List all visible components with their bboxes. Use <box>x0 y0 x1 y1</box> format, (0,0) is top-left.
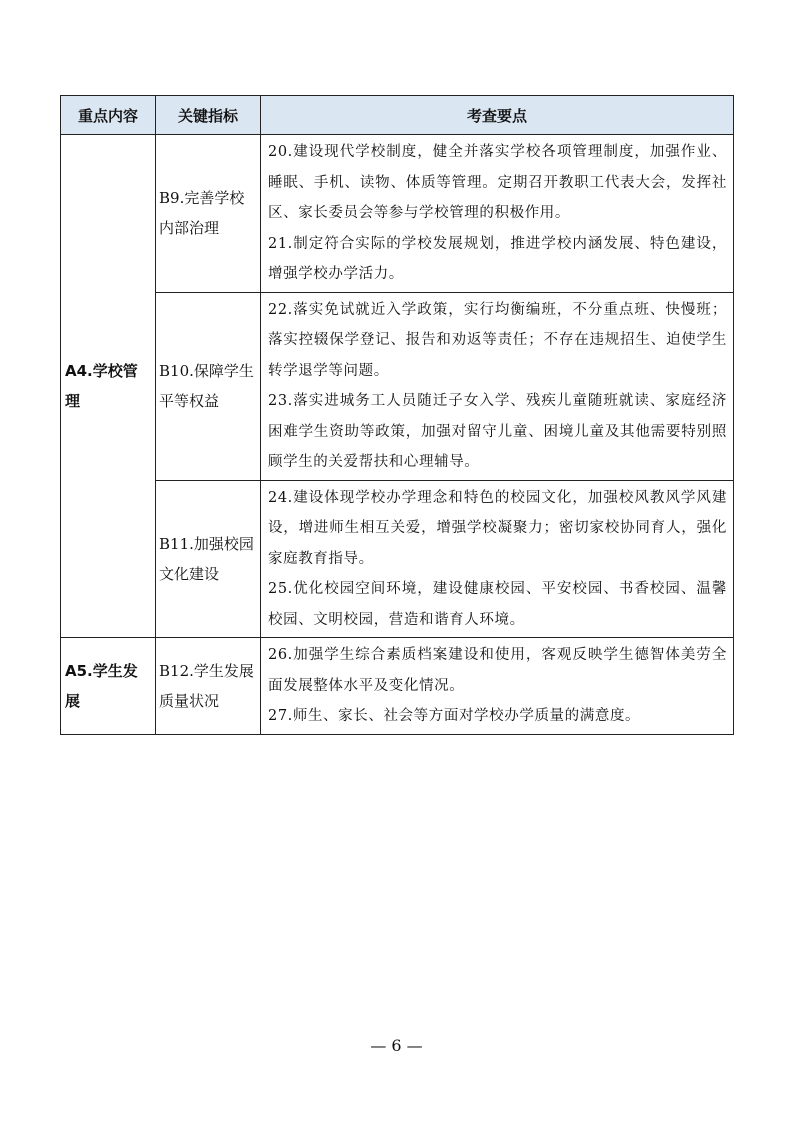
check-points-b12 <box>261 638 734 735</box>
evaluation-table-page <box>60 95 733 735</box>
check-point-22: 22.落实免试就近入学政策，实行均衡编班，不分重点班、快慢班；落实控辍保学登记、报告和劝返等责任；不存在违规招生、迫使学生转学退学等问题。 <box>268 301 727 379</box>
evaluation-table <box>60 95 734 735</box>
indicator-b10: B10.保障学生平等权益 <box>156 292 261 480</box>
check-points-b11 <box>261 480 734 638</box>
check-point-26: 26.加强学生综合素质档案建设和使用，客观反映学生德智体美劳全面发展整体水平及变化情况。 <box>268 647 727 694</box>
check-point-27: 27.师生、家长、社会等方面对学校办学质量的满意度。 <box>268 708 641 724</box>
check-point-23: 23.落实进城务工人员随迁子女入学、残疾儿童随班就读、家庭经济困难学生资助等政策，加强对留守儿童、困境儿童及其他需要特别照顾学生的关爱帮扶和心理辅导。 <box>268 393 727 470</box>
check-point-20: 20.建设现代学校制度，健全并落实学校各项管理制度，加强作业、睡眠、手机、读物、体质等管理。定期召开教职工代表大会，发挥社区、家长委员会等参与学校管理的积极作用。 <box>268 144 727 221</box>
table-row <box>61 480 734 638</box>
table-header-row <box>61 96 734 135</box>
check-point-25: 25.优化校园空间环境，建设健康校园、平安校园、书香校园、温馨校园、文明校园，营造和谐育人环境。 <box>268 581 727 628</box>
check-points-b10 <box>261 292 734 480</box>
table-row <box>61 292 734 480</box>
check-points-b9 <box>261 135 734 293</box>
check-point-24: 24.建设体现学校办学理念和特色的校园文化，加强校风教风学风建设，增进师生相互关爱，增强学校凝聚力；密切家校协同育人，强化家庭教育指导。 <box>268 489 727 567</box>
key-content-a4: A4.学校管理 <box>61 135 156 638</box>
indicator-b11: B11.加强校园文化建设 <box>156 480 261 638</box>
key-content-a5: A5.学生发展 <box>61 638 156 735</box>
page-number: — 6 — <box>370 1036 423 1055</box>
header-check-points: 考查要点 <box>261 96 734 135</box>
table-row <box>61 135 734 293</box>
header-key-content: 重点内容 <box>61 96 156 135</box>
indicator-b9: B9.完善学校内部治理 <box>156 135 261 293</box>
check-point-21: 21.制定符合实际的学校发展规划，推进学校内涵发展、特色建设，增强学校办学活力。 <box>268 235 727 282</box>
header-key-indicator: 关键指标 <box>156 96 261 135</box>
table-row <box>61 638 734 735</box>
indicator-b12: B12.学生发展质量状况 <box>156 638 261 735</box>
